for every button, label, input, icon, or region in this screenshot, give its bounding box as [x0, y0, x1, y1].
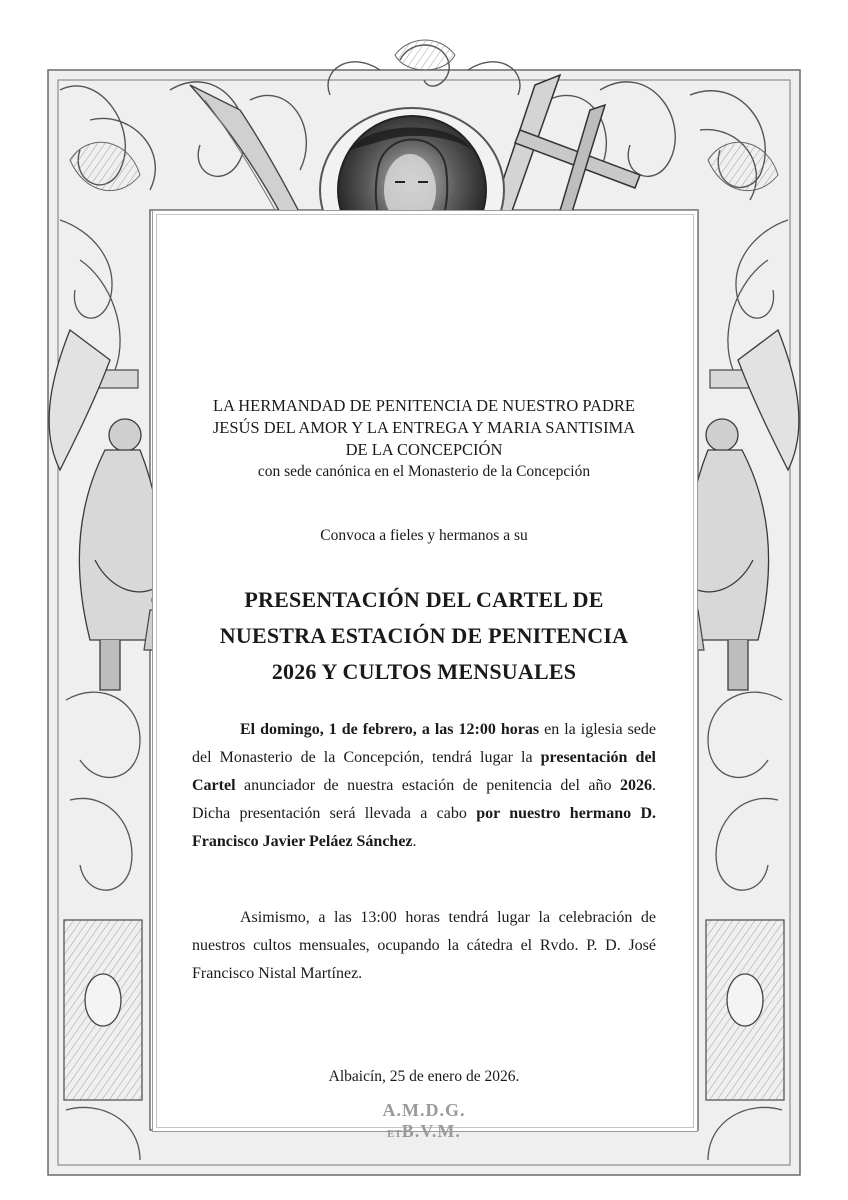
- motto: [344, 1100, 504, 1142]
- poster-presentation-highlight: presentación del Cartel: [192, 749, 656, 794]
- header-line-2: JESÚS DEL AMOR Y LA ENTREGA Y MARIA SANTISIMA: [212, 418, 636, 437]
- paragraph-text: . Dicha presentación será llevada a cabo: [192, 777, 656, 822]
- year-highlight: 2026: [620, 777, 652, 794]
- event-title-line-1: PRESENTACIÓN DEL CARTEL DE: [244, 587, 604, 612]
- event-title-line-2: NUESTRA ESTACIÓN DE PENITENCIA: [219, 623, 629, 648]
- event-datetime: El domingo, 1 de febrero, a las 12:00 horas: [240, 721, 540, 738]
- paragraph-text: en la iglesia sede del Monasterio de la Concepción, tendrá lugar la: [192, 721, 656, 766]
- paragraph-text: Asimismo, a las 13:00 horas tendrá lugar la celebración de nuestros cultos mensuales, ocupando la cátedra el Rvdo. P. D. José Francisco Nistal Martínez.: [192, 909, 656, 982]
- canonical-seat-line: con sede canónica en el Monasterio de la Concepción: [257, 463, 591, 480]
- event-title-line-3: 2026 Y CULTOS MENSUALES: [271, 659, 577, 684]
- paragraph-text: .: [412, 833, 417, 850]
- event-title: [190, 582, 658, 690]
- brotherhood-header: [190, 395, 658, 483]
- motto-part-1: A.M.D.G.: [382, 1100, 466, 1120]
- header-line-1: LA HERMANDAD DE PENITENCIA DE NUESTRO PADRE: [213, 396, 635, 415]
- convocation-line: Convoca a fieles y hermanos a su: [320, 527, 528, 544]
- motto-part-2: ET: [387, 1128, 402, 1140]
- header-line-3: DE LA CONCEPCIÓN: [345, 440, 503, 459]
- event-details-paragraph: [192, 716, 656, 856]
- presenter-highlight: por nuestro hermano D. Francisco Javier Peláez Sánchez: [192, 805, 657, 850]
- motto-part-3: B.V.M.: [401, 1121, 461, 1141]
- dateline: Albaicín, 25 de enero de 2026.: [328, 1068, 520, 1085]
- paragraph-text: anunciador de nuestra estación de penitencia del año: [235, 777, 620, 794]
- monthly-worship-paragraph: [192, 904, 656, 988]
